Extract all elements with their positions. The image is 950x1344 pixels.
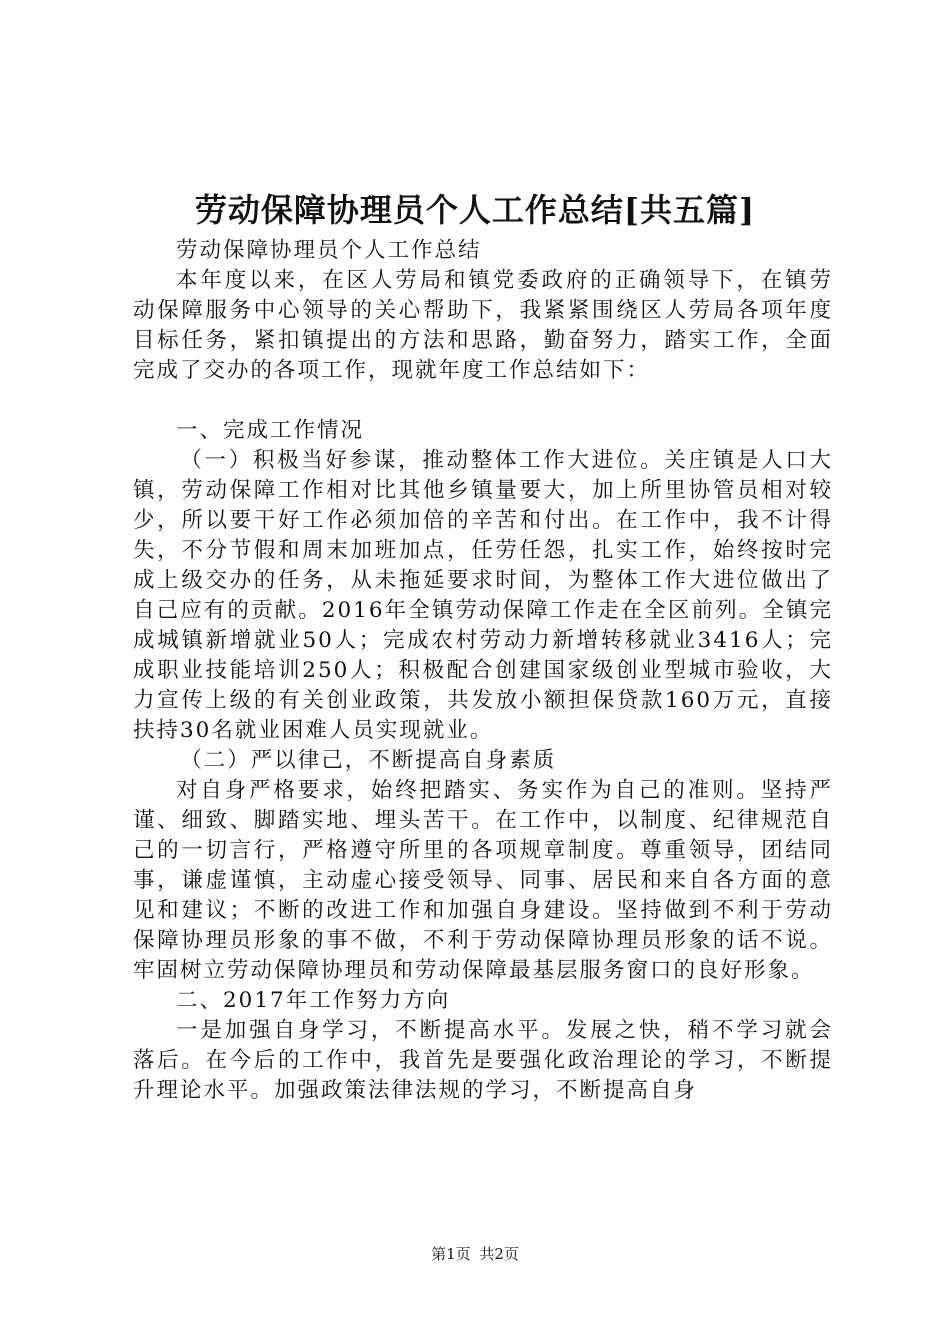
paragraph-section-1-2: 对自身严格要求，始终把踏实、务实作为自己的准则。坚持严谨、细致、脚踏实地、埋头苦干。在工作中，以制度、纪律规范自己的一切言行，严格遵守所里的各项规章制度。尊重领导，团结同事，谦虚谨慎，主动虚心接受领导、同事、居民和来自各方面的意见和建议；不断的改进工作和加强自身建设。坚持做到不利于劳动保障协理员形象的事不做，不利于劳动保障协理员形象的话不说。牢固树立劳动保障协理员和劳动保障最基层服务窗口的良好形象。 [133, 778, 833, 983]
subsection-heading-2: （二）严以律己，不断提高自身素质 [180, 748, 557, 773]
paragraph-subtitle: 劳动保障协理员个人工作总结 [176, 238, 482, 263]
document-title: 劳动保障协理员个人工作总结[共五篇] [194, 191, 756, 229]
document-body [133, 236, 833, 1106]
section-heading-2: 二、2017年工作努力方向 [176, 988, 451, 1013]
paragraph-intro: 本年度以来，在区人劳局和镇党委政府的正确领导下，在镇劳动保障服务中心领导的关心帮助下，我紧紧围绕区人劳局各项年度目标任务，紧扣镇提出的方法和思路，勤奋努力，踏实工作，全面完成了交办的各项工作，现就年度工作总结如下： [133, 268, 833, 383]
page-footer [0, 1243, 950, 1265]
paragraph-section-2: 一是加强自身学习，不断提高水平。发展之快，稍不学习就会落后。在今后的工作中，我首先是要强化政治理论的学习，不断提升理论水平。加强政策法律法规的学习，不断提高自身 [133, 1018, 833, 1103]
page-total: 共2页 [479, 1245, 519, 1263]
page-number: 第1页 [431, 1245, 471, 1263]
section-heading-1: 一、完成工作情况 [176, 418, 365, 443]
paragraph-section-1-1: （一）积极当好参谋，推动整体工作大进位。关庄镇是人口大镇，劳动保障工作相对比其他乡镇量要大，加上所里协管员相对较少，所以要干好工作必须加倍的辛苦和付出。在工作中，我不计得失，不分节假和周末加班加点，任劳任怨，扎实工作，始终按时完成上级交办的任务，从未拖延要求时间，为整体工作大进位做出了自己应有的贡献。2016年全镇劳动保障工作走在全区前列。全镇完成城镇新增就业50人；完成农村劳动力新增转移就业3416人；完成职业技能培训250人；积极配合创建国家级创业型城市验收，大力宣传上级的有关创业政策，共发放小额担保贷款160万元，直接扶持30名就业困难人员实现就业。 [133, 448, 833, 743]
